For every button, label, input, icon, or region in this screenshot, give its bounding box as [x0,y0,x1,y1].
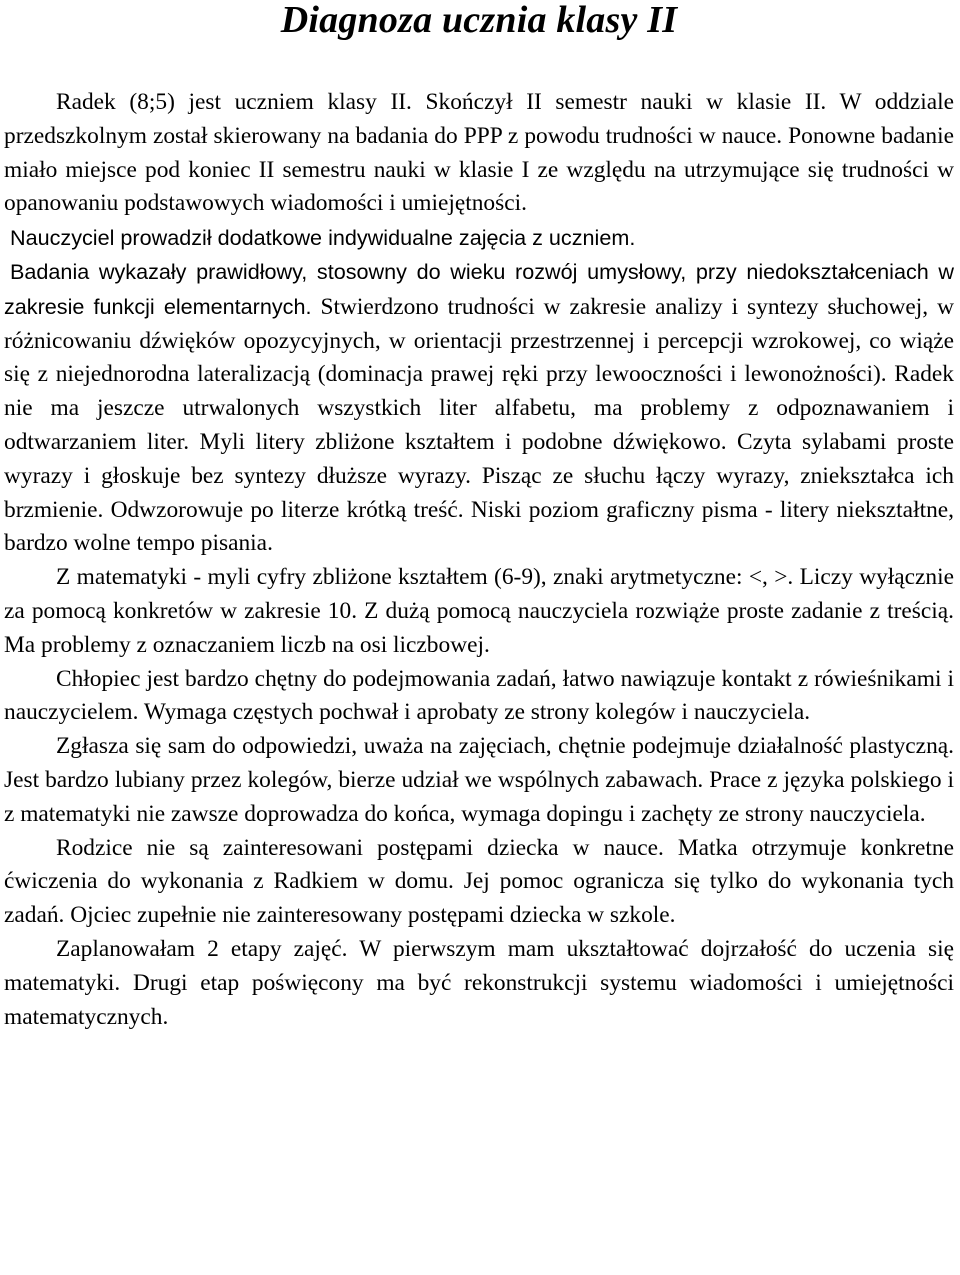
findings-serif-text: Stwierdzono trudności w zakresie analizy i syntezy słuchowej, w różnicowaniu dźwięków opozycyjnych, w orientacji przestrzennej i percepcji wzrokowej, co wiąże się z niejednorodna lateralizacją (dominacja prawej ręki przy lewooczności i lewonożności). Radek nie ma jeszcze utrwalonych wszystkich liter alfabetu, ma problemy z odpoznawaniem i odtwarzaniem liter. Myli litery zbliżone kształtem i podobne dźwiękowo. Czyta sylabami proste wyrazy i głoskuje bez syntezy dłuższe wyrazy. Pisząc ze słuchu łączy wyrazy, zniekształca ich brzmienie. Odwzorowuje po literze krótką treść. Niski poziom graficzny pisma - litery niekształtne, bardzo wolne tempo pisania. [4,293,955,557]
findings-sans-text: Badania wykazały prawidłowy, stosowny do wieku rozwój umysłowy, przy niedokształceniach w zakresie funkcji elementarnych. [4,258,954,319]
paragraph-plan: Zaplanowałam 2 etapy zajęć. W pierwszym mam ukształtować dojrzałość do uczenia się matematyki. Drugi etap poświęcony ma być rekonstrukcji systemu wiadomości i umiejętności matematycznych. [4,935,954,1030]
paragraph-teacher: Nauczyciel prowadził dodatkowe indywidualne zajęcia z uczniem. [10,225,636,251]
paragraph-parents: Rodzice nie są zainteresowani postępami dziecka w nauce. Matka otrzymuje konkretne ćwiczenia do wykonania z Radkiem w domu. Jej pomoc ogranicza się tylko do wykonania tych zadań. Ojciec zupełnie nie zainteresowany postępami dziecka w szkole. [4,834,954,929]
paragraph-math: Z matematyki - myli cyfry zbliżone kształtem (6-9), znaki arytmetyczne: <, >. Liczy wyłącznie za pomocą konkretów w zakresie 10. Z dużą pomocą nauczyciela rozwiąże proste zadanie z treścią. Ma problemy z oznaczaniem liczb na osi liczbowej. [4,564,954,658]
paragraph-social: Chłopiec jest bardzo chętny do podejmowania zadań, łatwo nawiązuje kontakt z rówieśnikami i nauczycielem. Wymaga częstych pochwał i aprobaty ze strony kolegów i nauczyciela. [4,665,954,726]
paragraph-intro: Radek (8;5) jest uczniem klasy II. Skończył II semestr nauki w klasie II. W oddziale przedszkolnym został skierowany na badania do PPP z powodu trudności w nauce. Ponowne badanie miało miejsce pod koniec II semestru nauki w klasie I ze względu na utrzymujące się trudności w opanowaniu podstawowych wiadomości i umiejętności. [4,89,954,217]
paragraph-findings [4,255,954,561]
document-body [4,86,954,1034]
document-title: Diagnoza ucznia klasy II [280,0,678,41]
paragraph-activity: Zgłasza się sam do odpowiedzi, uważa na zajęciach, chętnie podejmuje działalność plastyczną. Jest bardzo lubiany przez kolegów, bierze udział we wspólnych zabawach. Prace z języka polskiego i z matematyki nie zawsze doprowadza do końca, wymaga dopingu i zachęty ze strony nauczyciela. [4,733,954,827]
